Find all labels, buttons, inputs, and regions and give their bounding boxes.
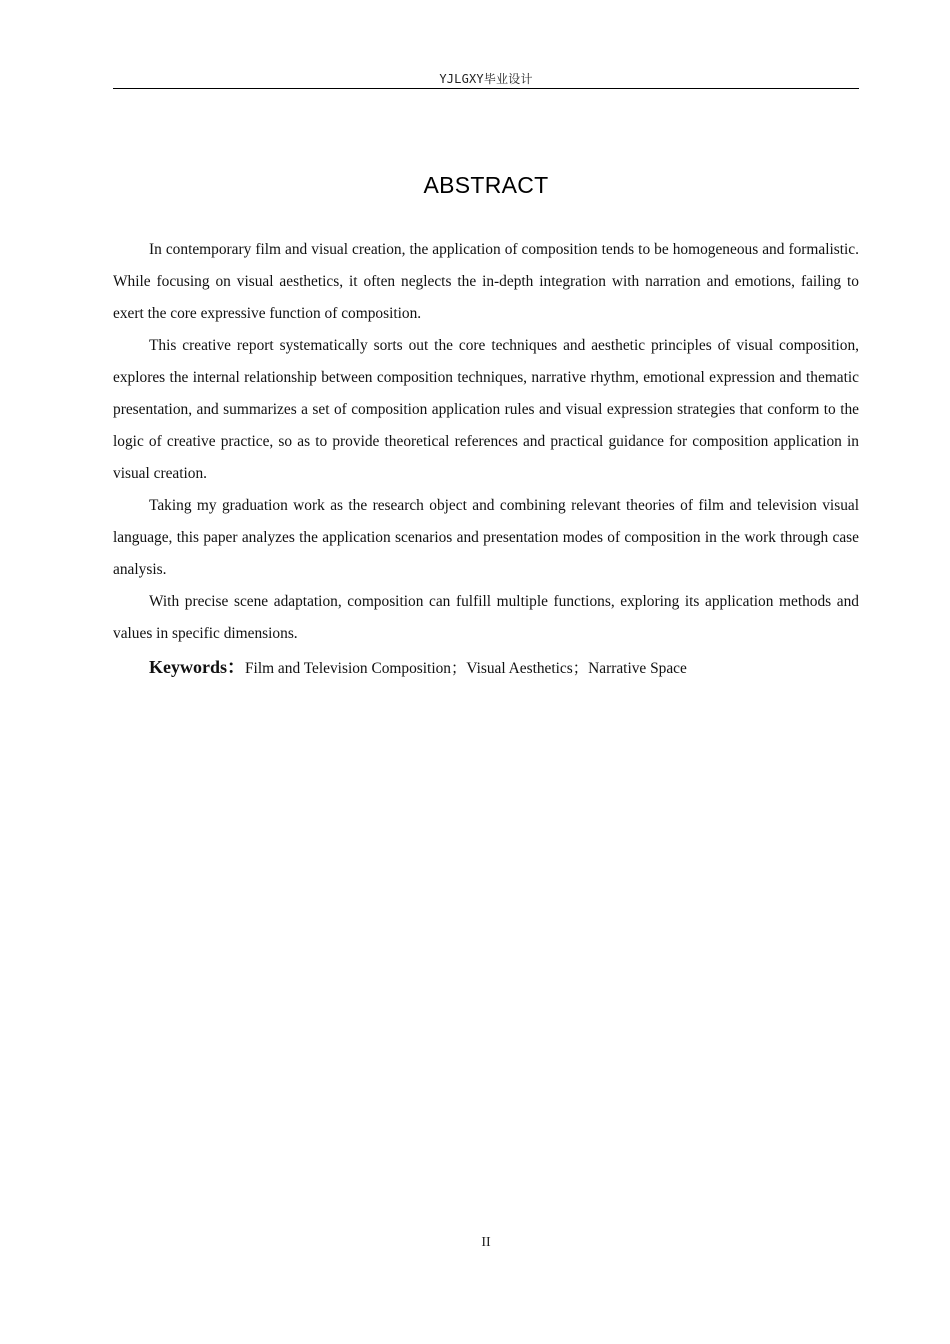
abstract-paragraph-2: This creative report systematically sorts out the core techniques and aesthetic principles of visual composition, explores the internal relationship between composition techniques, narrative rhythm, emotional expression and thematic presentation, and summarizes a set of composition application rules and visual expression strategies that conform to the logic of creative practice, so as to provide theoretical references and practical guidance for composition application in visual creation. xyxy=(113,337,859,482)
running-header: YJLGXY毕业设计 xyxy=(439,72,533,86)
header-rule xyxy=(113,88,859,89)
abstract-paragraph-4: With precise scene adaptation, composition can fulfill multiple functions, exploring its application methods and values in specific dimensions. xyxy=(113,593,859,642)
keywords-line xyxy=(113,651,859,685)
keywords-label: Keywords： xyxy=(149,657,245,677)
page-number: II xyxy=(481,1235,491,1250)
abstract-body xyxy=(113,234,859,685)
abstract-paragraph-1: In contemporary film and visual creation, the application of composition tends to be homogeneous and formalistic. While focusing on visual aesthetics, it often neglects the in-depth integration with narration and emotions, failing to exert the core expressive function of composition. xyxy=(113,241,859,322)
keywords-text: Film and Television Composition；Visual Aesthetics；Narrative Space xyxy=(245,660,687,677)
abstract-title: ABSTRACT xyxy=(423,172,549,198)
abstract-paragraph-3: Taking my graduation work as the research object and combining relevant theories of film and television visual language, this paper analyzes the application scenarios and presentation modes of composition in the work through case analysis. xyxy=(113,497,859,578)
